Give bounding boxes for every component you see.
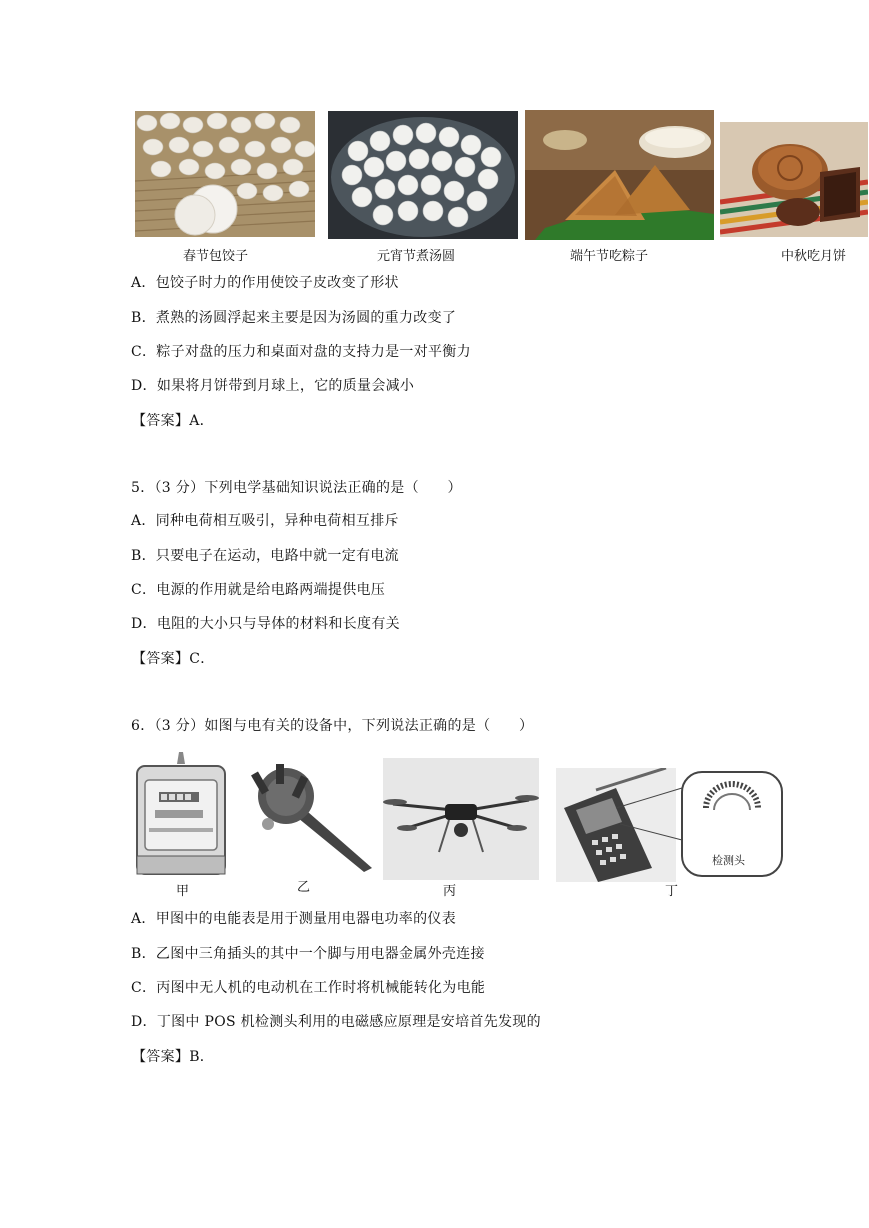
q5-option-d: D．电阻的大小只与导体的材料和长度有关 xyxy=(131,616,400,632)
detector-head-label: 检测头 xyxy=(712,854,745,867)
q4-option-d: D．如果将月饼带到月球上，它的质量会减小 xyxy=(131,378,415,394)
q6-option-a: A．甲图中的电能表是用于测量用电器电功率的仪表 xyxy=(131,911,457,927)
q5-answer: 【答案】C． xyxy=(132,651,215,667)
q4-option-b: B．煮熟的汤圆浮起来主要是因为汤圆的重力改变了 xyxy=(131,310,457,326)
figure-label-jia: 甲 xyxy=(176,884,190,899)
q4-answer: 【答案】A． xyxy=(132,413,214,429)
pos-machine-figure xyxy=(556,768,786,882)
figure-label-yi: 乙 xyxy=(297,880,311,895)
zongzi-photo xyxy=(525,110,714,240)
drone-figure xyxy=(383,758,539,880)
q5-option-c: C．电源的作用就是给电路两端提供电压 xyxy=(131,582,386,598)
dumplings-photo xyxy=(135,111,315,237)
q5-option-a: A．同种电荷相互吸引，异种电荷相互排斥 xyxy=(131,513,399,529)
tangyuan-photo xyxy=(328,111,518,239)
electricity-meter-figure xyxy=(133,748,229,880)
q6-answer: 【答案】B． xyxy=(132,1049,215,1065)
caption-tangyuan: 元宵节煮汤圆 xyxy=(377,249,456,264)
caption-dumplings: 春节包饺子 xyxy=(183,249,249,264)
figure-label-ding: 丁 xyxy=(665,884,679,899)
q6-option-d: D．丁图中 POS 机检测头利用的电磁感应原理是安培首先发现的 xyxy=(131,1014,541,1030)
q6-stem: 6．（3 分）如图与电有关的设备中，下列说法正确的是（ ） xyxy=(131,718,534,734)
q4-option-a: A．包饺子时力的作用使饺子皮改变了形状 xyxy=(131,275,399,291)
caption-mooncake: 中秋吃月饼 xyxy=(781,249,847,264)
q6-option-c: C．丙图中无人机的电动机在工作时将机械能转化为电能 xyxy=(131,980,486,996)
three-pin-plug-figure xyxy=(238,762,376,872)
figure-label-bing: 丙 xyxy=(443,884,457,899)
caption-zongzi: 端午节吃粽子 xyxy=(570,249,649,264)
q6-option-b: B．乙图中三角插头的其中一个脚与用电器金属外壳连接 xyxy=(131,946,485,962)
q4-option-c: C．粽子对盘的压力和桌面对盘的支持力是一对平衡力 xyxy=(131,344,471,360)
q5-stem: 5．（3 分）下列电学基础知识说法正确的是（ ） xyxy=(131,480,462,496)
q5-option-b: B．只要电子在运动，电路中就一定有电流 xyxy=(131,548,399,564)
mooncake-photo xyxy=(720,122,868,237)
